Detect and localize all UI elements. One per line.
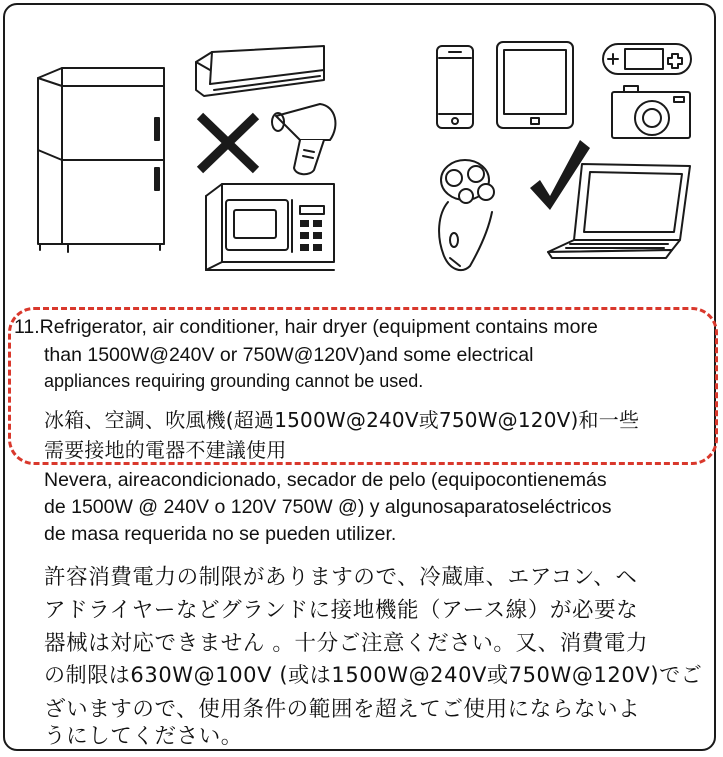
notice-japanese-line-6: うにしてください。 <box>44 724 243 749</box>
notice-english-line-3: appliances requiring grounding cannot be used. <box>44 371 424 391</box>
notice-chinese-line-2: 需要接地的電器不建議使用 <box>44 438 287 462</box>
microwave-icon <box>206 184 334 270</box>
notice-english-line-1: 11.Refrigerator, air conditioner, hair dryer (equipment contains more <box>14 316 598 338</box>
notice-spanish-line-3: de masa requerida no se pueden utilizer. <box>44 523 397 545</box>
notice-japanese-line-2: アドライヤーなどグランドに接地機能（アース線）が必要な <box>44 598 639 623</box>
refrigerator-icon <box>38 68 164 252</box>
cross-icon <box>200 116 256 170</box>
game-console-icon <box>603 44 691 74</box>
notice-japanese-line-3: 器械は対応できません 。十分ご注意ください。又、消費電力 <box>44 631 649 656</box>
notice-spanish-line-2: de 1500W @ 240V o 120V 750W @) y algunosaparatoseléctricos <box>44 496 612 518</box>
notice-chinese-line-1: 冰箱、空調、吹風機(超過1500W@240V或750W@120V)和一些 <box>44 408 640 432</box>
notice-japanese-line-1: 許容消費電力の制限がありますので、冷蔵庫、エアコン、ヘ <box>44 565 638 590</box>
notice-english-line-2: than 1500W@240V or 750W@120V)and some electrical <box>44 344 534 366</box>
notice-japanese-line-5: ざいますので、使用条件の範囲を超えてご使用にならないよ <box>44 697 641 722</box>
notice-spanish-line-1: Nevera, aireacondicionado, secador de pelo (equipocontienemás <box>44 469 607 491</box>
hair-dryer-icon <box>272 104 335 174</box>
electric-shaver-icon <box>439 160 494 270</box>
air-conditioner-icon <box>196 46 324 96</box>
notice-japanese-line-4: の制限は630W@100V (或は1500W@240V或750W@120V)でご <box>44 663 703 687</box>
smartphone-icon <box>437 46 473 128</box>
tablet-icon <box>497 42 573 128</box>
camera-icon <box>612 86 690 138</box>
